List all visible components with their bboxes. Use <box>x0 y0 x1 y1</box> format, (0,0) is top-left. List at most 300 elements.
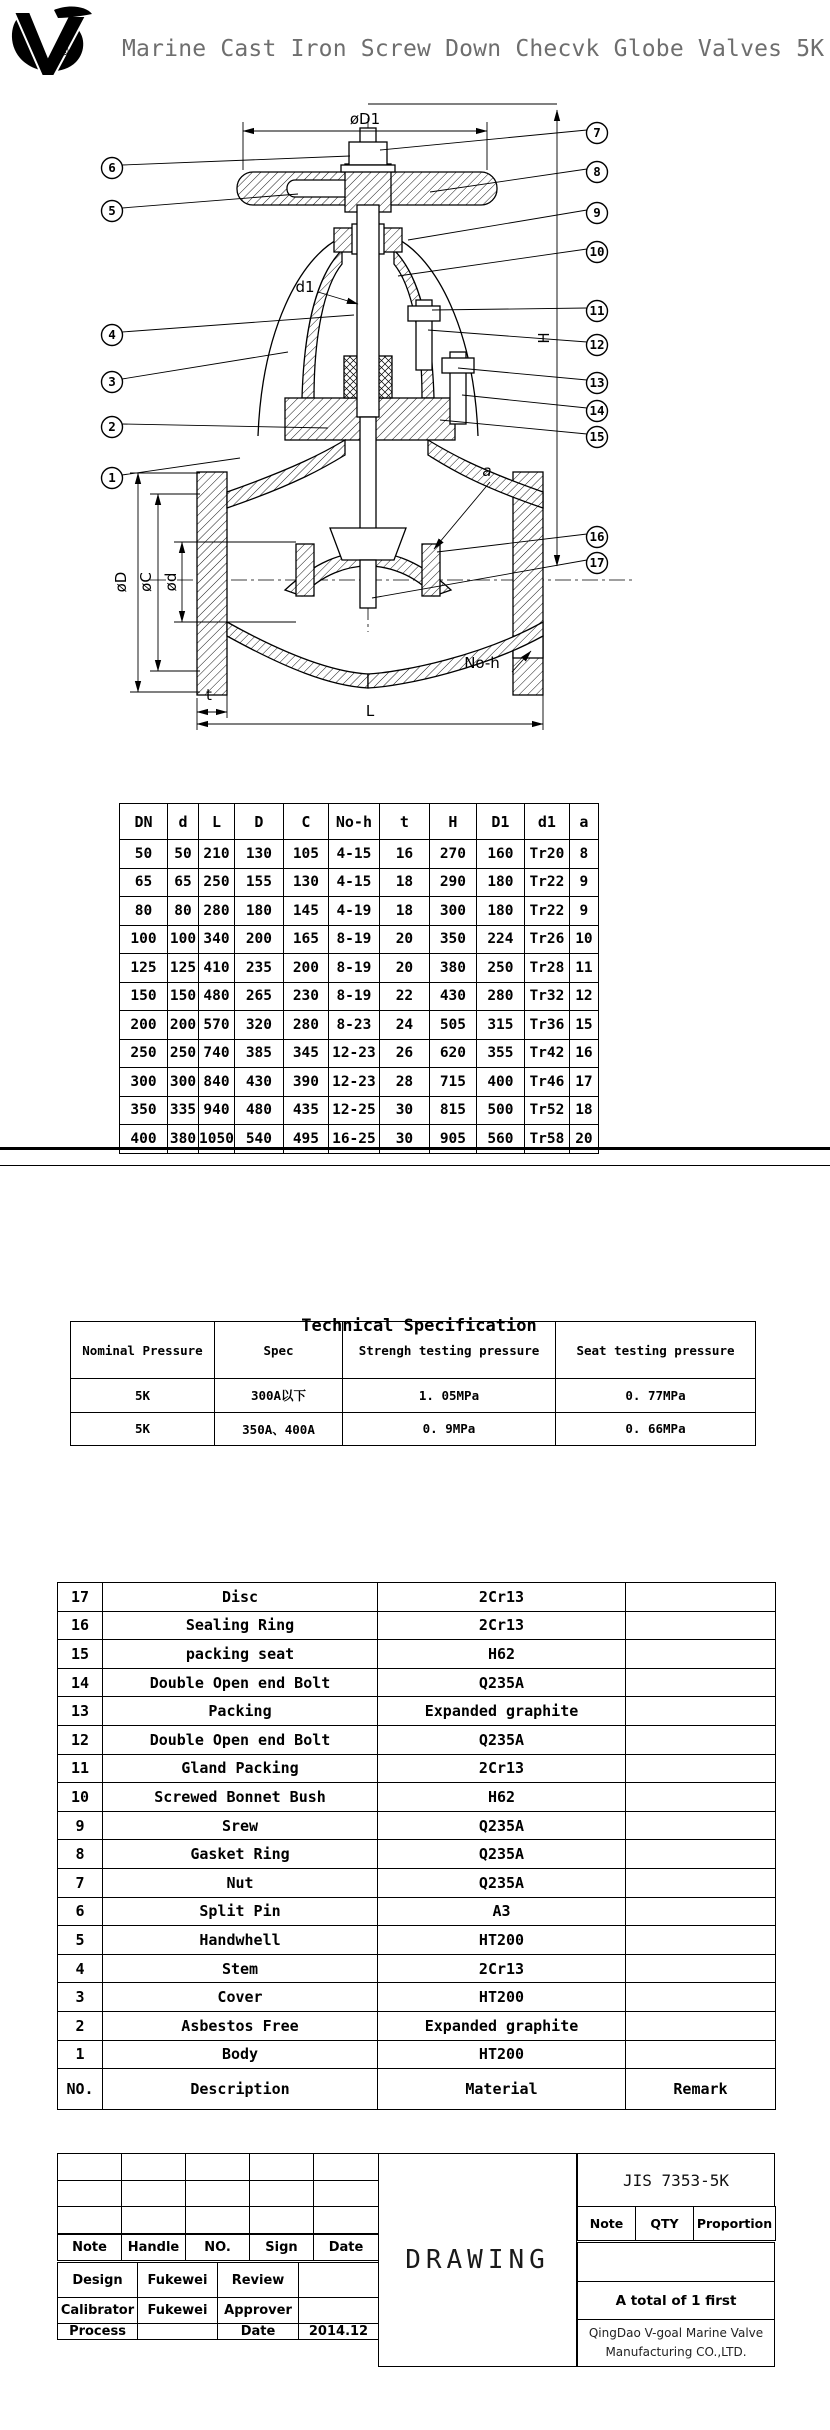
dim-cell-dn: 125 <box>120 954 168 983</box>
company-box <box>577 2319 775 2367</box>
parts-list-footer-row <box>58 2069 776 2110</box>
dim-cell-a: 18 <box>569 1096 598 1125</box>
spec-cell-strength: 0. 9MPa <box>343 1412 556 1446</box>
signoff-role-label: Calibrator <box>58 2298 138 2324</box>
dim-cell-l: 340 <box>199 925 235 954</box>
dim-cell-dn: 100 <box>120 925 168 954</box>
dim-cell-dn: 400 <box>120 1125 168 1154</box>
dim-cell-d1small: Tr36 <box>524 1011 569 1040</box>
dim-label-dia-d1-top: øD1 <box>349 110 381 128</box>
part-description: Double Open end Bolt <box>103 1668 378 1697</box>
dim-cell-t: 18 <box>379 897 429 926</box>
dim-cell-d1small: Tr46 <box>524 1068 569 1097</box>
dim-cell-d: 80 <box>168 897 199 926</box>
empty-cell <box>250 2207 314 2234</box>
section-divider-thick <box>0 1147 830 1150</box>
dim-cell-dn: 200 <box>120 1011 168 1040</box>
part-material: Q235A <box>378 1840 626 1869</box>
dim-cell-l: 740 <box>199 1039 235 1068</box>
dim-cell-t: 22 <box>379 982 429 1011</box>
dim-cell-d1: 560 <box>476 1125 524 1154</box>
spec-table-header-row <box>71 1322 756 1379</box>
parts-list-row <box>58 2011 776 2040</box>
part-description: Screwed Bonnet Bush <box>103 1783 378 1812</box>
part-remark <box>626 1954 776 1983</box>
signoff-row <box>58 2324 379 2340</box>
part-remark <box>626 1697 776 1726</box>
dim-cell-h: 815 <box>429 1096 476 1125</box>
dim-cell-c: 390 <box>283 1068 328 1097</box>
dim-cell-d1small: Tr42 <box>524 1039 569 1068</box>
dim-cell-d1small: Tr22 <box>524 897 569 926</box>
dim-cell-d1: 160 <box>476 840 524 869</box>
dim-cell-c: 200 <box>283 954 328 983</box>
note-row-label: Note <box>58 2235 122 2261</box>
spec-col-header: Nominal Pressure <box>71 1322 215 1379</box>
dim-cell-dd: 200 <box>234 925 283 954</box>
dim-cell-d: 200 <box>168 1011 199 1040</box>
dim-cell-t: 28 <box>379 1068 429 1097</box>
part-description: Srew <box>103 1811 378 1840</box>
signoff-name: Fukewei <box>138 2298 218 2324</box>
dim-cell-l: 570 <box>199 1011 235 1040</box>
dim-cell-h: 905 <box>429 1125 476 1154</box>
svg-text:3: 3 <box>108 374 116 389</box>
part-remark <box>626 1583 776 1612</box>
dim-cell-dd: 320 <box>234 1011 283 1040</box>
part-description: Body <box>103 2040 378 2069</box>
signoff-role-label: Process <box>58 2324 138 2340</box>
dim-cell-d1: 400 <box>476 1068 524 1097</box>
dim-label-dia-d: øD <box>112 571 130 593</box>
signoff-row <box>58 2298 379 2324</box>
parts-footer-header: Remark <box>626 2069 776 2110</box>
part-remark <box>626 1668 776 1697</box>
dim-cell-d1small: Tr58 <box>524 1125 569 1154</box>
part-remark <box>626 1868 776 1897</box>
part-material: H62 <box>378 1783 626 1812</box>
dim-cell-c: 495 <box>283 1125 328 1154</box>
svg-text:4: 4 <box>108 327 116 342</box>
empty-cell <box>58 2154 122 2181</box>
dim-cell-d1: 355 <box>476 1039 524 1068</box>
empty-cell <box>122 2180 186 2207</box>
dim-cell-dn: 65 <box>120 868 168 897</box>
empty-cell <box>314 2207 379 2234</box>
dim-cell-d1small: Tr28 <box>524 954 569 983</box>
dim-cell-dn: 250 <box>120 1039 168 1068</box>
dim-label-angle-a: a <box>482 462 492 480</box>
parts-list-row <box>58 1697 776 1726</box>
dim-cell-a: 16 <box>569 1039 598 1068</box>
dim-col-header: d <box>168 804 199 840</box>
part-material: Q235A <box>378 1668 626 1697</box>
dim-cell-noh: 12-23 <box>328 1039 379 1068</box>
drawing-label: DRAWING <box>405 2245 550 2275</box>
dim-cell-dn: 80 <box>120 897 168 926</box>
part-description: Split Pin <box>103 1897 378 1926</box>
part-remark <box>626 1725 776 1754</box>
dim-cell-dd: 130 <box>234 840 283 869</box>
dim-cell-noh: 8-19 <box>328 954 379 983</box>
svg-text:7: 7 <box>593 125 601 140</box>
dim-cell-d: 100 <box>168 925 199 954</box>
dimension-table-row <box>120 1039 599 1068</box>
part-description: Handwhell <box>103 1926 378 1955</box>
signoff-role-label: Design <box>58 2263 138 2298</box>
parts-list-row <box>58 1983 776 2012</box>
dim-col-header: H <box>429 804 476 840</box>
part-description: Asbestos Free <box>103 2011 378 2040</box>
dim-cell-noh: 4-19 <box>328 897 379 926</box>
dim-cell-d: 250 <box>168 1039 199 1068</box>
note-row-label: Date <box>314 2235 379 2261</box>
signoff-role-label-2: Date <box>218 2324 299 2340</box>
spec-table-row <box>71 1379 756 1413</box>
signoff-role-label-2: Review <box>218 2263 299 2298</box>
spec-table <box>70 1321 756 1446</box>
svg-text:2: 2 <box>108 419 116 434</box>
callout-7 <box>587 123 608 144</box>
dimension-table-row <box>120 954 599 983</box>
dim-cell-c: 130 <box>283 868 328 897</box>
parts-list-row <box>58 1583 776 1612</box>
title-block-signoff-table <box>57 2262 379 2340</box>
dim-cell-a: 9 <box>569 868 598 897</box>
part-number: 3 <box>58 1983 103 2012</box>
dim-cell-a: 20 <box>569 1125 598 1154</box>
dim-cell-noh: 4-15 <box>328 840 379 869</box>
part-number: 16 <box>58 1611 103 1640</box>
callout-14 <box>587 401 608 422</box>
valve-cross-section-drawing <box>0 0 830 762</box>
callout-16 <box>587 527 608 548</box>
dim-cell-dn: 300 <box>120 1068 168 1097</box>
callout-5 <box>102 201 123 222</box>
parts-list-row <box>58 1611 776 1640</box>
empty-cell <box>58 2180 122 2207</box>
spec-cell-pressure: 5K <box>71 1379 215 1413</box>
dim-cell-dd: 235 <box>234 954 283 983</box>
dim-label-dia-c: øC <box>137 572 155 592</box>
dim-cell-t: 24 <box>379 1011 429 1040</box>
spec-cell-strength: 1. 05MPa <box>343 1379 556 1413</box>
dim-cell-l: 480 <box>199 982 235 1011</box>
parts-list-row <box>58 1954 776 1983</box>
callout-3 <box>102 372 123 393</box>
part-number: 10 <box>58 1783 103 1812</box>
part-remark <box>626 1926 776 1955</box>
dim-cell-h: 505 <box>429 1011 476 1040</box>
svg-text:17: 17 <box>589 555 605 570</box>
part-description: Nut <box>103 1868 378 1897</box>
dim-col-header: DN <box>120 804 168 840</box>
signoff-value: 2014.12 <box>299 2324 379 2340</box>
dim-col-header: No-h <box>328 804 379 840</box>
dim-cell-dd: 480 <box>234 1096 283 1125</box>
part-material: HT200 <box>378 2040 626 2069</box>
note-qty-proportion-row <box>578 2207 776 2241</box>
part-material: A3 <box>378 1897 626 1926</box>
dim-col-header: d1 <box>524 804 569 840</box>
parts-list-row <box>58 1811 776 1840</box>
part-material: HT200 <box>378 1926 626 1955</box>
dim-cell-t: 20 <box>379 925 429 954</box>
dim-cell-d1: 280 <box>476 982 524 1011</box>
callout-10 <box>587 242 608 263</box>
empty-cell <box>250 2180 314 2207</box>
svg-text:1: 1 <box>108 470 116 485</box>
callout-1 <box>102 468 123 489</box>
empty-cell <box>186 2207 250 2234</box>
dim-col-header: D <box>234 804 283 840</box>
part-description: Gasket Ring <box>103 1840 378 1869</box>
spec-col-header: Spec <box>215 1322 343 1379</box>
dim-cell-d1: 250 <box>476 954 524 983</box>
title-block-note-row <box>57 2234 379 2261</box>
dim-cell-t: 18 <box>379 868 429 897</box>
dim-cell-l: 940 <box>199 1096 235 1125</box>
dim-cell-t: 20 <box>379 954 429 983</box>
part-remark <box>626 1640 776 1669</box>
svg-text:15: 15 <box>589 429 605 444</box>
dim-cell-d1small: Tr32 <box>524 982 569 1011</box>
dim-col-header: a <box>569 804 598 840</box>
part-material: Q235A <box>378 1725 626 1754</box>
dim-cell-c: 145 <box>283 897 328 926</box>
part-description: Stem <box>103 1954 378 1983</box>
callout-11 <box>587 301 608 322</box>
page-title: Marine Cast Iron Screw Down Checvk Globe Valves 5K <box>122 36 825 62</box>
dimension-table-row <box>120 840 599 869</box>
dim-cell-t: 30 <box>379 1096 429 1125</box>
dim-cell-noh: 8-19 <box>328 925 379 954</box>
svg-text:8: 8 <box>593 164 601 179</box>
svg-text:16: 16 <box>589 529 605 544</box>
part-number: 11 <box>58 1754 103 1783</box>
total-note: A total of 1 first <box>615 2292 737 2309</box>
dim-label-h: H <box>535 332 553 344</box>
dim-cell-a: 10 <box>569 925 598 954</box>
total-note-box <box>577 2281 775 2320</box>
parts-list-row <box>58 1725 776 1754</box>
dim-col-header: C <box>283 804 328 840</box>
empty-cell <box>122 2154 186 2181</box>
part-number: 6 <box>58 1897 103 1926</box>
part-remark <box>626 2011 776 2040</box>
standard-number-box <box>577 2153 775 2207</box>
empty-cell <box>250 2154 314 2181</box>
spec-col-header: Strengh testing pressure <box>343 1322 556 1379</box>
part-material: 2Cr13 <box>378 1754 626 1783</box>
spec-cell-seat: 0. 77MPa <box>556 1379 756 1413</box>
callout-6 <box>102 158 123 179</box>
dim-cell-dn: 50 <box>120 840 168 869</box>
dim-cell-t: 16 <box>379 840 429 869</box>
dimension-table-row <box>120 868 599 897</box>
dim-cell-dn: 150 <box>120 982 168 1011</box>
parts-list-row <box>58 1840 776 1869</box>
part-description: Sealing Ring <box>103 1611 378 1640</box>
dim-cell-dd: 540 <box>234 1125 283 1154</box>
dimension-table-row <box>120 1096 599 1125</box>
part-material: Q235A <box>378 1868 626 1897</box>
dim-cell-d1small: Tr26 <box>524 925 569 954</box>
dim-cell-h: 430 <box>429 982 476 1011</box>
svg-text:14: 14 <box>589 403 605 418</box>
empty-cell <box>314 2154 379 2181</box>
dim-cell-noh: 16-25 <box>328 1125 379 1154</box>
dim-label-dia-d-small: ød <box>162 572 180 592</box>
part-material: Q235A <box>378 1811 626 1840</box>
dim-cell-l: 1050 <box>199 1125 235 1154</box>
dim-cell-a: 17 <box>569 1068 598 1097</box>
svg-text:13: 13 <box>589 375 605 390</box>
dim-cell-l: 250 <box>199 868 235 897</box>
parts-footer-header: Description <box>103 2069 378 2110</box>
dim-cell-a: 15 <box>569 1011 598 1040</box>
dim-cell-d1small: Tr20 <box>524 840 569 869</box>
part-number: 2 <box>58 2011 103 2040</box>
part-description: Packing <box>103 1697 378 1726</box>
dim-cell-a: 11 <box>569 954 598 983</box>
dim-cell-d: 125 <box>168 954 199 983</box>
callout-17 <box>587 553 608 574</box>
parts-list-row <box>58 2040 776 2069</box>
note-row-label: NO. <box>186 2235 250 2261</box>
registered-trademark-symbol: ® <box>60 44 69 60</box>
dim-label-no-h: No-h <box>464 654 500 672</box>
dim-cell-noh: 4-15 <box>328 868 379 897</box>
part-remark <box>626 1611 776 1640</box>
signoff-name: Fukewei <box>138 2263 218 2298</box>
svg-text:6: 6 <box>108 160 116 175</box>
part-remark <box>626 1811 776 1840</box>
dim-cell-a: 8 <box>569 840 598 869</box>
part-description: Cover <box>103 1983 378 2012</box>
parts-list-table <box>57 1582 776 2110</box>
svg-text:9: 9 <box>593 205 601 220</box>
dim-cell-a: 9 <box>569 897 598 926</box>
dim-label-t: t <box>206 686 212 704</box>
part-number: 4 <box>58 1954 103 1983</box>
part-number: 15 <box>58 1640 103 1669</box>
part-description: Double Open end Bolt <box>103 1725 378 1754</box>
spec-col-header: Seat testing pressure <box>556 1322 756 1379</box>
empty-cell <box>314 2180 379 2207</box>
dim-cell-h: 350 <box>429 925 476 954</box>
dim-cell-noh: 12-23 <box>328 1068 379 1097</box>
parts-list-row <box>58 1868 776 1897</box>
dim-cell-l: 840 <box>199 1068 235 1097</box>
spec-cell-pressure: 5K <box>71 1412 215 1446</box>
part-number: 12 <box>58 1725 103 1754</box>
dim-cell-dd: 155 <box>234 868 283 897</box>
svg-text:10: 10 <box>589 244 605 259</box>
standard-number: JIS 7353-5K <box>623 2170 729 2190</box>
dim-cell-h: 380 <box>429 954 476 983</box>
callout-4 <box>102 325 123 346</box>
parts-list-row <box>58 1783 776 1812</box>
part-material: Expanded graphite <box>378 2011 626 2040</box>
dim-cell-d1: 224 <box>476 925 524 954</box>
note-row-label: Sign <box>250 2235 314 2261</box>
part-material: H62 <box>378 1640 626 1669</box>
dim-cell-l: 410 <box>199 954 235 983</box>
dim-label-d1-small: d1 <box>295 278 315 296</box>
dimension-table-row <box>120 897 599 926</box>
part-remark <box>626 1754 776 1783</box>
dim-cell-dd: 265 <box>234 982 283 1011</box>
dim-cell-d1: 180 <box>476 868 524 897</box>
dim-cell-h: 715 <box>429 1068 476 1097</box>
part-remark <box>626 1897 776 1926</box>
svg-text:5: 5 <box>108 203 116 218</box>
part-material: 2Cr13 <box>378 1583 626 1612</box>
company-name-line2: Manufacturing CO.,LTD. <box>605 2345 747 2359</box>
empty-cell <box>186 2154 250 2181</box>
part-material: 2Cr13 <box>378 1954 626 1983</box>
empty-grid-row <box>58 2180 379 2207</box>
part-material: 2Cr13 <box>378 1611 626 1640</box>
note-qty-proportion-empty-row <box>577 2242 775 2282</box>
dim-cell-c: 345 <box>283 1039 328 1068</box>
callout-13 <box>587 373 608 394</box>
dim-cell-d1small: Tr22 <box>524 868 569 897</box>
dim-cell-c: 105 <box>283 840 328 869</box>
signoff-value <box>299 2298 379 2324</box>
right-header-label: Note <box>578 2207 636 2241</box>
part-number: 8 <box>58 1840 103 1869</box>
dim-cell-d: 65 <box>168 868 199 897</box>
part-description: Disc <box>103 1583 378 1612</box>
part-number: 9 <box>58 1811 103 1840</box>
company-name-line1: QingDao V-goal Marine Valve <box>588 2326 764 2341</box>
empty-grid-row <box>58 2207 379 2234</box>
valve-body-geometry <box>197 128 543 695</box>
dimension-table-row <box>120 982 599 1011</box>
spec-section-title: Technical Specification <box>301 1316 537 1336</box>
dim-col-header: t <box>379 804 429 840</box>
part-number: 17 <box>58 1583 103 1612</box>
part-remark <box>626 1983 776 2012</box>
drawing-label-box <box>378 2153 577 2367</box>
callout-8 <box>587 162 608 183</box>
part-remark <box>626 1783 776 1812</box>
parts-list-row <box>58 1897 776 1926</box>
part-material: Expanded graphite <box>378 1697 626 1726</box>
part-description: packing seat <box>103 1640 378 1669</box>
dim-cell-a: 12 <box>569 982 598 1011</box>
empty-cell <box>122 2207 186 2234</box>
part-number: 5 <box>58 1926 103 1955</box>
empty-grid-row <box>58 2154 379 2181</box>
section-divider-thin <box>0 1165 830 1166</box>
dim-cell-c: 165 <box>283 925 328 954</box>
part-remark <box>626 2040 776 2069</box>
dim-cell-d1small: Tr52 <box>524 1096 569 1125</box>
spec-table-row <box>71 1412 756 1446</box>
svg-text:12: 12 <box>589 337 605 352</box>
dim-cell-h: 290 <box>429 868 476 897</box>
dim-cell-c: 230 <box>283 982 328 1011</box>
dim-cell-noh: 8-23 <box>328 1011 379 1040</box>
spec-cell-seat: 0. 66MPa <box>556 1412 756 1446</box>
spec-cell-spec: 300A以下 <box>215 1379 343 1413</box>
dimension-table-row <box>120 1011 599 1040</box>
signoff-row <box>58 2263 379 2298</box>
dim-cell-d: 300 <box>168 1068 199 1097</box>
